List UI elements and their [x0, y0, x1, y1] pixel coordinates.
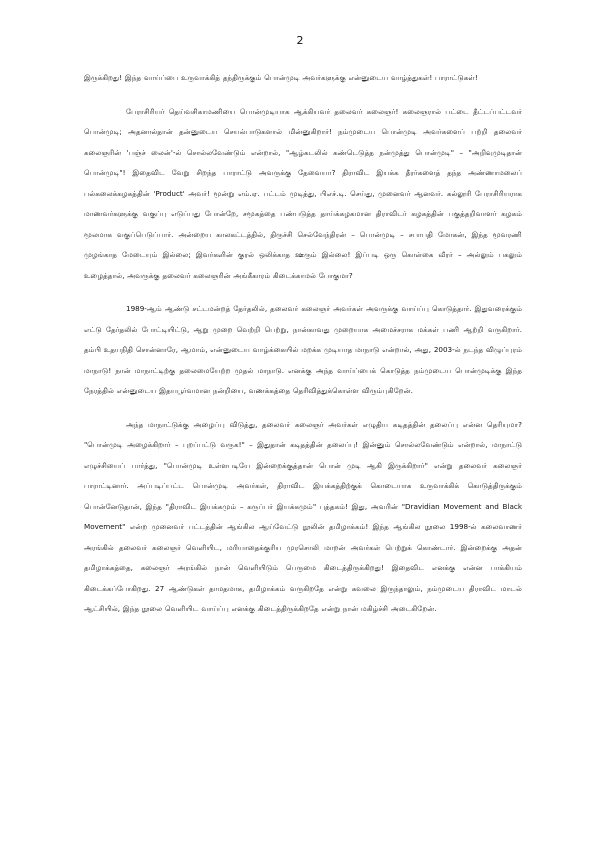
paragraph-4: அந்த மாநாட்டுக்கு அழைப்பு விடுத்து, தலைவர் கலைஞர் அவர்கள் எழுதிய கடிதத்தின் தலைப்பு என்ன தெரியுமா? "பொன்முடி அழைக்கிறார் – புறப்பட்டு வருக!" – இதுதான் கடிதத்தின் தலைப்பு! இன்னும் சொல்லவேண்டும் என்றால், மாநாட்டு எழுச்சியைப் பார்த்து, "பொன்முடி உள்ளபடியே இன்றைக்குத்தான் பொன் முடி ஆகி இருக்கிறார்" என்று தலைவர் கலைஞர் பாராட்டினார். அப்படிப்பட்ட பொன்முடி அவர்கள், திராவிட இயக்கத்திற்குக் கொடையாக உருவாக்கிக் கொடுத்திருக்கும் பொன்னேடுதான், இந்த "திராவிட இயக்கமும் – கருப்பர் இயக்கமும்" புத்தகம்! இது, அவரின் "Dravidian Movement and Black Movement" என்ற முனைவர் பட்டத்தின் ஆங்கில ஆய்வேட்டு நூலின் தமிழாக்கம்! இந்த ஆங்கில நூலை 1998-ல் கலைவாணர் அரங்கில் தலைவர் கலைஞர் வெளியிட, மரியாதைக்குரிய முரசொலி மாறன் அவர்கள் பெற்றுக் கொண்டார். இன்றைக்கு அதன் தமிழாக்கத்தை, கலைஞர் அரங்கில் நான் வெளியிடும் பெருமை கிடைத்திருக்கிறது! இதைவிட எனக்கு என்ன பாக்கியம் கிடைக்கப்போகிறது. 27 ஆண்டுகள் தாமதமாக, தமிழாக்கம் வருகிறதே என்று கவலை இருந்தாலும், நம்முடைய திராவிட மாடல் ஆட்சியில், இந்த நூலை வெளியிட வாய்ப்பு எனக்கு கிடைத்திருக்கிறதே என்று நான் மகிழ்ச்சி அடைகிறேன்.: [84, 419, 522, 613]
paragraph-2: பேராசிரியர் தெய்வசிகாமணியை பொன்முடியாக ஆக்கியவர் தலைவர் கலைஞர்! கலைஞரால் பட்டை தீட்டப்பட்டவர் பொன்முடி; அதனால்தான் தன்னுடைய செயல்பாடுகளால் மின்னுகிறார்! நம்முடைய பொன்முடி அவர்களைப் பற்றி தலைவர் கலைஞரின் 'பஞ்ச் லைன்'-ல் சொல்லவேண்டும் என்றால், "ஆழ்கடலில் கண்டெடுத்த நன்முத்து பொன்முடி" – "அறிவுமுடிதான் பொன்முடி"! இதைவிட வேறு சிறந்த பாராட்டு அவருக்கு தேவையா? திராவிட இயக்க தீரர்களைத் தந்த அண்ணாமலைப் பல்கலைக்கழகத்தின் 'Product' அவர்! மூன்று எம்.ஏ. பட்டம் முடித்து, பிஎச்.டி. செய்து, முனைவர் ஆனவர். கல்லூரி பேராசிரியராக மாணவர்களுக்கு வகுப்பு எடுப்பது போன்றே, சமூகத்தை பண்படுத்த தாய்க்கழகமான திராவிடர் கழகத்தின் பகுத்தறிவாளர் கழகம் மூலமாக வகுப்பெடுப்பார். அன்றைய காலகட்டத்தில், திருச்சி செல்வேந்திரன் – பொன்முடி – சபாபதி மோகன், இந்த மூவரணி முழங்காத மேடையும் இல்லை; இவர்களின் குரல் ஒலிக்காத ஊரும் இல்லை! இப்படி ஒரு கொள்கை வீரர் – அல்லும் பகலும் உழைத்தால், அவருக்கு தலைவர் கலைஞரின் அங்கீகாரம் கிடைக்காமல் போகுமா?: [84, 106, 522, 280]
paragraph-1: இருக்கிறது! இந்த வாய்ப்பை உருவாக்கித் தந்திருக்கும் பொன்முடி அவர்களுக்கு என்னுடைய வாழ்த்துகள்! பாராட்டுகள்!: [84, 73, 478, 82]
paragraph-3: 1989-ஆம் ஆண்டு சட்டமன்றத் தேர்தலில், தலைவர் கலைஞர் அவர்கள் அவருக்கு வாய்ப்பு கொடுத்தார். இதுவரைக்கும் எட்டு தேர்தலில் போட்டியிட்டு, ஆறு முறை வெற்றி பெற்று, நான்காவது முறையாக அமைச்சராக மக்கள் பணி ஆற்றி வருகிறார். தம்பி உதயநிதி சொன்னாரே, ஆமாம், என்னுடைய வாழ்க்கையில் மறக்க முடியாத மாநாடு என்றால், அது, 2003-ல் நடந்த விழுப்புரம் மாநாடு! நான் மாநாட்டிற்கு தலைமையேற்ற முதல் மாநாடு. எனக்கு அந்த வாய்ப்பைக் கொடுத்த நம்முடைய பொன்முடிக்கு இந்த நேரத்தில் என்னுடைய இதயபூர்வமான நன்றியை, வணக்கத்தை தெரிவித்துக்கொள்ள விரும்புகிறேன்.: [84, 304, 522, 395]
document-body: [84, 68, 522, 633]
page-number: 2: [296, 34, 304, 47]
